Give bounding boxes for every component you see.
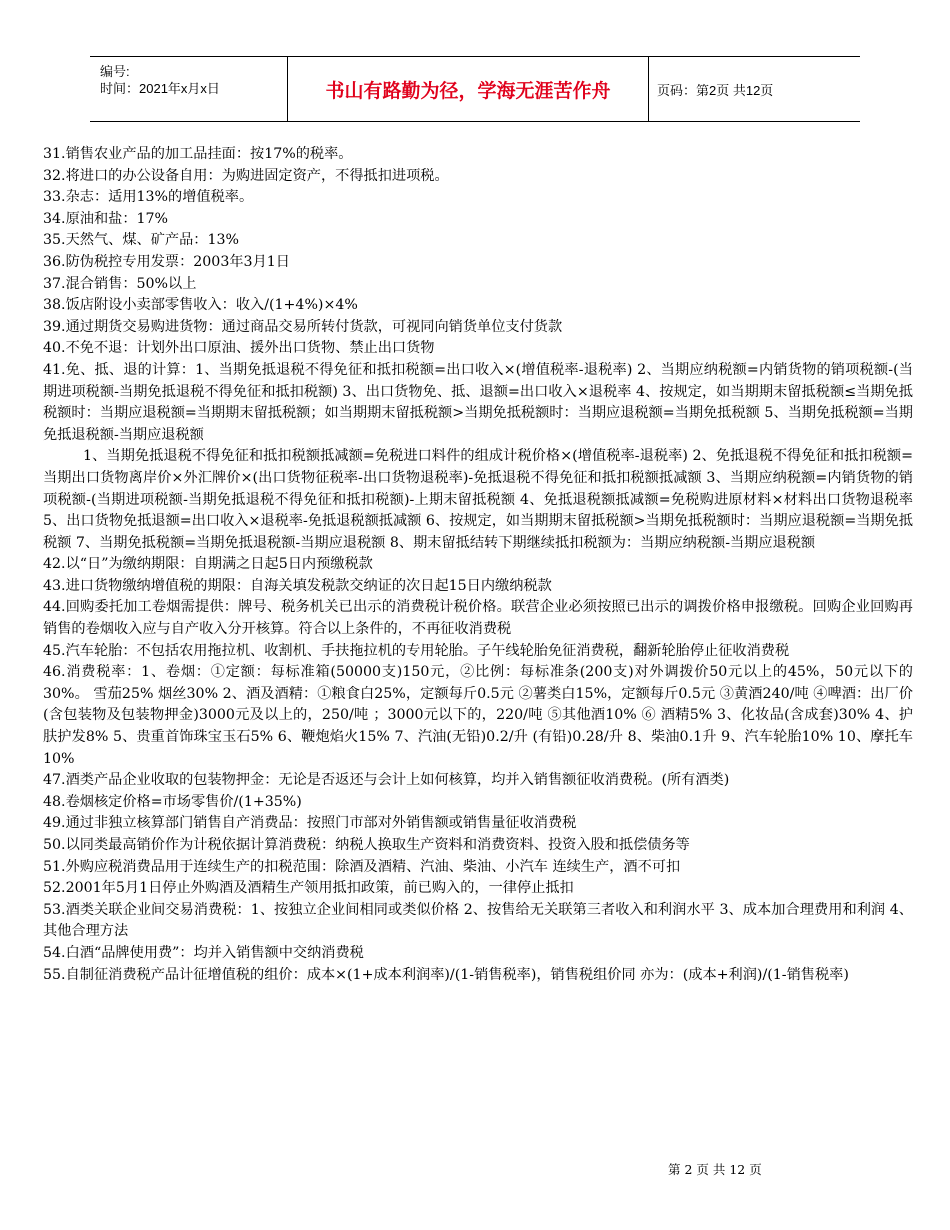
header-motto: 书山有路勤为径，学海无涯苦作舟 <box>287 57 649 121</box>
item-31: 31.销售农业产品的加工品挂面：按17%的税率。 <box>43 146 353 162</box>
item-33: 33.杂志：适用13%的增值税率。 <box>43 189 254 206</box>
item-39: 39.通过期货交易购进货物：通过商品交易所转付货款，可视同向销货单位支付货款 <box>43 318 563 335</box>
item-37: 37.混合销售：50%以上 <box>43 275 197 292</box>
item-45: 45.汽车轮胎：不包括农用拖拉机、收割机、手扶拖拉机的专用轮胎。子午线轮胎免征消费税，翻新轮胎停止征收消费税 <box>43 642 790 659</box>
document-number-label: 编号: <box>100 64 130 79</box>
item-50: 50.以同类最高销价作为计税依据计算消费税：纳税人换取生产资料和消费资料、投资入股和抵偿债务等 <box>43 837 690 853</box>
document-date-label: 时间：2021年x月x日 <box>100 81 220 96</box>
item-38: 38.饭店附设小卖部零售收入：收入/(1+4%)×4% <box>43 297 358 314</box>
item-55: 55.自制征消费税产品计征增值税的组价：成本×(1+成本利润率)/(1-销售税率)，销售税组价同 亦为：(成本+利润)/(1-销售税率) <box>43 966 849 983</box>
item-44: 44.回购委托加工卷烟需提供：牌号、税务机关已出示的消费税计税价格。联营企业必须按照已出示的调拨价格申报缴税。回购企业回购再销售的卷烟收入应与自产收入分开核算。符合以上条件的，不再征收消费税 <box>43 599 913 638</box>
item-34: 34.原油和盐：17% <box>43 210 169 227</box>
document-body <box>43 144 913 986</box>
item-53: 53.酒类关联企业间交易消费税：1、按独立企业间相同或类似价格 2、按售给无关联第三者收入和利润水平 3、成本加合理费用和利润 4、其他合理方法 <box>43 901 913 940</box>
item-35: 35.天然气、煤、矿产品：13% <box>43 232 239 249</box>
item-43: 43.进口货物缴纳增值税的期限：自海关填发税款交纳证的次日起15日内缴纳税款 <box>43 577 552 594</box>
item-52: 52.2001年5月1日停止外购酒及酒精生产领用抵扣政策，前已购入的，一律停止抵扣 <box>43 880 574 897</box>
item-54: 54.白酒“品牌使用费”：均并入销售额中交纳消费税 <box>43 944 364 961</box>
item-42: 42.以“日”为缴纳期限：自期满之日起5日内预缴税款 <box>43 556 373 573</box>
header-info-cell <box>90 57 287 121</box>
item-49: 49.通过非独立核算部门销售自产消费品：按照门市部对外销售额或销售量征收消费税 <box>43 815 577 832</box>
item-32: 32.将进口的办公设备自用：为购进固定资产，不得抵扣进项税。 <box>43 167 449 184</box>
document-header <box>90 56 860 122</box>
item-41-continuation: 1、当期免抵退税不得免征和抵扣税额抵减额=免税进口料件的组成计税价格×(增值税率-退税率) 2、免抵退税不得免征和抵扣税额=当期出口货物离岸价×外汇牌价×(出口货物征税率-出口货物退税率)-免抵退税不得免征和抵扣税额抵减额 3、当期应纳税额=内销货物的销项税额-(当期进项税额-当期免抵退税不得免征和抵扣税额)-上期末留抵税额 4、免抵退税额抵减额=免税购进原材料×材料出口货物退税率 5、出口货物免抵退额=出口收入×退税率-免抵退税额抵减额 6、按规定，如当期期末留抵税额>当期免抵税额时：当期应退税额=当期免抵税额 7、当期免抵税额=当期免抵退税额-当期应退税额 8、期末留抵结转下期继续抵扣税额为：当期应纳税额-当期应退税额 <box>43 448 913 551</box>
item-48: 48.卷烟核定价格=市场零售价/(1+35%) <box>43 793 302 810</box>
item-36: 36.防伪税控专用发票：2003年3月1日 <box>43 253 290 270</box>
item-51: 51.外购应税消费品用于连续生产的扣税范围：除酒及酒精、汽油、柴油、小汽车 连续生产，酒不可扣 <box>43 858 681 875</box>
item-41: 41.免、抵、退的计算：1、当期免抵退税不得免征和抵扣税额=出口收入×(增值税率-退税率) 2、当期应纳税额=内销货物的销项税额-(当期进项税额-当期免抵退税不得免征和抵扣税额) 3、出口货物免、抵、退额=出口收入×退税率 4、按规定，如当期期末留抵税额≤当期免抵税额时：当期应退税额=当期期末留抵税额；如当期期末留抵税额>当期免抵税额时：当期应退税额=当期免抵税额 5、当期免抵税额=当期免抵退税额-当期应退税额 <box>43 361 913 443</box>
item-47: 47.酒类产品企业收取的包装物押金：无论是否返还与会计上如何核算，均并入销售额征收消费税。(所有酒类) <box>43 772 730 789</box>
item-46: 46.消费税率：1、卷烟：①定额：每标准箱(50000支)150元，②比例：每标准条(200支)对外调拨价50元以上的45%，50元以下的30%。 雪茄25% 烟丝30% 2、酒及酒精：①粮食白25%，定额每斤0.5元 ②薯类白15%，定额每斤0.5元 ③黄酒240/吨 ④啤酒：出厂价(含包装物及包装物押金)3000元及以上的，250/吨 ；3000元以下的，220/吨 ⑤其他酒10% ⑥ 酒精5% 3、化妆品(含成套)30% 4、护肤护发8% 5、贵重首饰珠宝玉石5% 6、鞭炮焰火15% 7、汽油(无铅)0.2/升 (有铅)0.28/升 8、柴油0.1升 9、汽车轮胎10% 10、摩托车10% <box>43 664 913 767</box>
header-page-label: 页码：第2页 共12页 <box>657 82 774 98</box>
page-footer: 第 2 页 共 12 页 <box>668 1162 762 1177</box>
item-40: 40.不免不退：计划外出口原油、援外出口货物、禁止出口货物 <box>43 340 435 357</box>
